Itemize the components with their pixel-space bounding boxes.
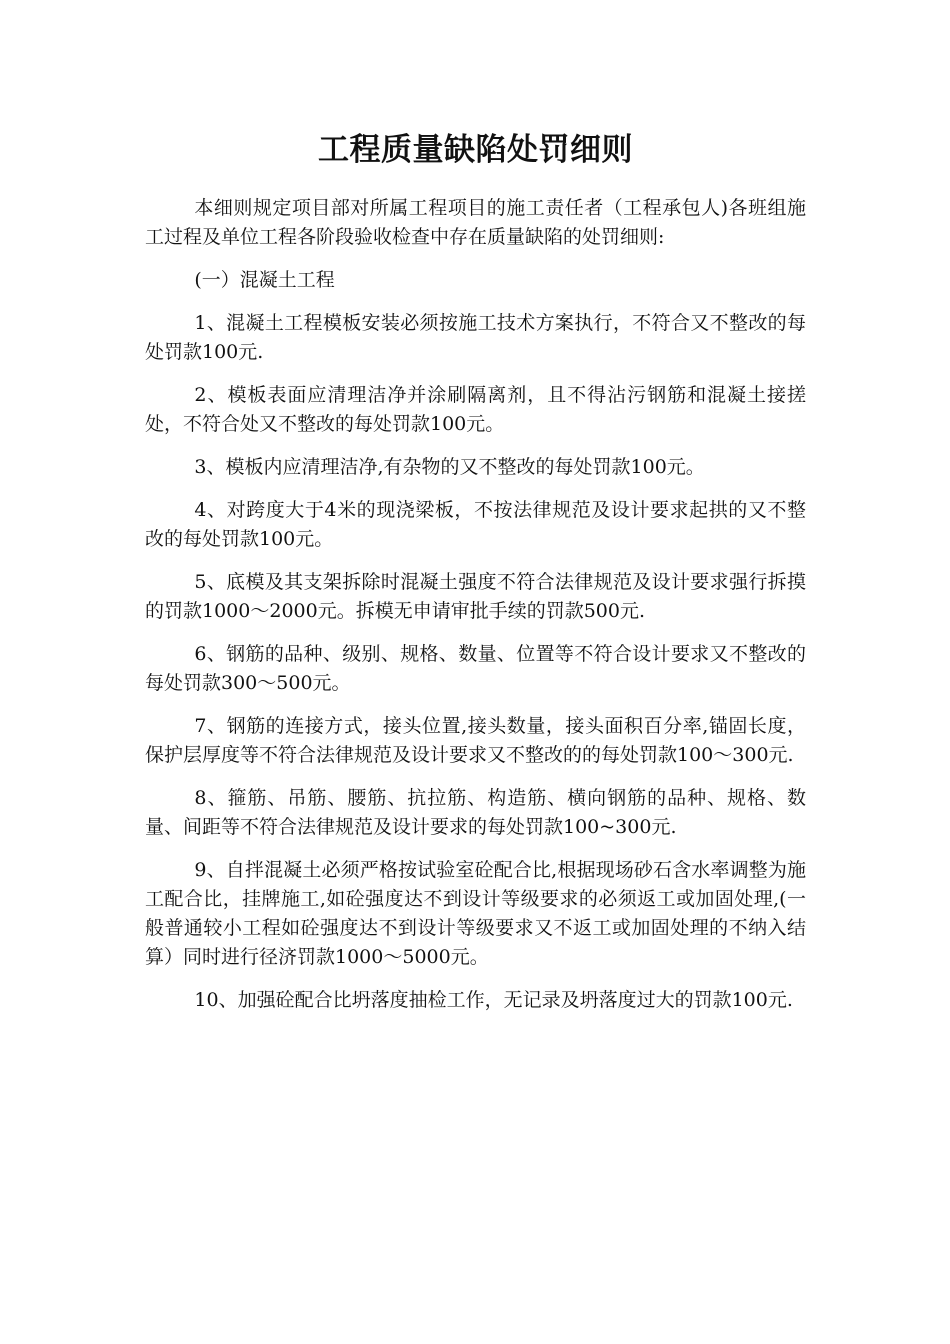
rule-item-5: 5、底模及其支架拆除时混凝土强度不符合法律规范及设计要求强行拆摸的罚款1000～2000元。拆模无申请审批手续的罚款500元.	[145, 571, 806, 622]
rule-item-7: 7、钢筋的连接方式，接头位置,接头数量，接头面积百分率,锚固长度，保护层厚度等不符合法律规范及设计要求又不整改的的每处罚款100～300元.	[145, 715, 806, 766]
rule-item-3: 3、模板内应清理洁净,有杂物的又不整改的每处罚款100元。	[194, 456, 705, 478]
rule-item-10: 10、加强砼配合比坍落度抽检工作，无记录及坍落度过大的罚款100元.	[194, 989, 793, 1011]
section-heading: (一）混凝土工程	[194, 269, 335, 291]
intro-paragraph: 本细则规定项目部对所属工程项目的施工责任者（工程承包人)各班组施工过程及单位工程各阶段验收检查中存在质量缺陷的处罚细则:	[145, 197, 806, 248]
document-title: 工程质量缺陷处罚细则	[318, 132, 633, 168]
rule-item-6: 6、钢筋的品种、级别、规格、数量、位置等不符合设计要求又不整改的每处罚款300～500元。	[145, 643, 806, 694]
rule-item-9: 9、自拌混凝土必须严格按试验室砼配合比,根据现场砂石含水率调整为施工配合比，挂牌施工,如砼强度达不到设计等级要求的必须返工或加固处理,(一般普通较小工程如砼强度达不到设计等级要求又不返工或加固处理的不纳入结算）同时进行径济罚款1000～5000元。	[145, 859, 806, 968]
rule-item-8: 8、箍筋、吊筋、腰筋、抗拉筋、构造筋、横向钢筋的品种、规格、数量、间距等不符合法律规范及设计要求的每处罚款100~300元.	[145, 787, 806, 838]
rule-item-1: 1、混凝土工程模板安装必须按施工技术方案执行，不符合又不整改的每处罚款100元.	[145, 312, 806, 363]
document-body	[145, 194, 806, 1027]
rule-item-4: 4、对跨度大于4米的现浇梁板，不按法律规范及设计要求起拱的又不整改的每处罚款100元。	[145, 499, 806, 550]
rule-item-2: 2、模板表面应清理洁净并涂刷隔离剂，且不得沾污钢筋和混凝土接搓处，不符合处又不整改的每处罚款100元。	[145, 384, 806, 435]
